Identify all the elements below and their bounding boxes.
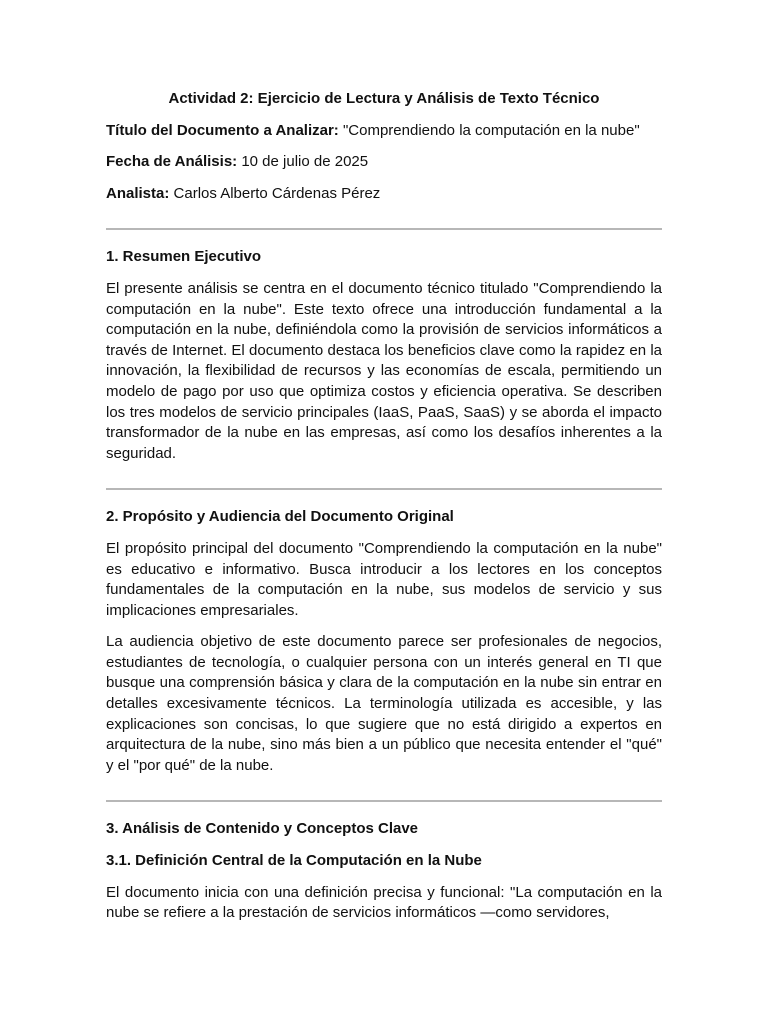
meta-value: "Comprendiendo la computación en la nube" (338, 121, 640, 139)
document-title: Actividad 2: Ejercicio de Lectura y Análisis de Texto Técnico (168, 90, 600, 107)
section-1-paragraph-1: El presente análisis se centra en el documento técnico titulado "Comprendiendo la computación en la nube". Este texto ofrece una introducción fundamental a la computación en la nube, definiéndola como la provisión de servicios informáticos a través de Internet. El documento destaca los beneficios clave como la rapidez en la innovación, la flexibilidad de recursos y las economías de escala, permitiendo un modelo de pago por uso que optimiza costos y eficiencia operativa. Se describen los tres modelos de servicio principales (IaaS, PaaS, SaaS) y se aborda el impacto transformador de la nube en las empresas, así como los desafíos inherentes a la seguridad. (106, 279, 662, 462)
meta-analysis-date (106, 152, 662, 173)
meta-label: Fecha de Análisis: (106, 153, 238, 171)
section-2-paragraph-1: El propósito principal del documento "Comprendiendo la computación en la nube" es educativo e informativo. Busca introducir a los lectores en los conceptos fundamentales de la computación en la nube, sus modelos de servicio y sus implicaciones empresariales. (106, 539, 662, 619)
meta-value: Carlos Alberto Cárdenas Pérez (169, 184, 381, 202)
meta-label: Título del Documento a Analizar: (106, 121, 339, 139)
meta-document-title (106, 121, 662, 142)
section-1-heading: 1. Resumen Ejecutivo (106, 248, 262, 266)
meta-label: Analista: (106, 184, 170, 202)
document-content (106, 89, 662, 935)
section-2-paragraph-2: La audiencia objetivo de este documento parece ser profesionales de negocios, estudiantes de tecnología, o cualquier persona con un interés general en TI que busque una comprensión básica y clara de la computación en la nube sin entrar en detalles excesivamente técnicos. La terminología utilizada es accesible, y las explicaciones son concisas, lo que sugiere que no está dirigido a expertos en arquitectura de la nube, sino más bien a un público que necesita entender el "qué" y el "por qué" de la nube. (106, 633, 662, 774)
section-divider (106, 800, 662, 802)
section-2-heading: 2. Propósito y Audiencia del Documento Original (106, 508, 454, 526)
section-divider (106, 228, 662, 230)
meta-analyst (106, 184, 662, 205)
meta-value: 10 de julio de 2025 (237, 153, 369, 171)
section-3-heading: 3. Análisis de Contenido y Conceptos Clave (106, 820, 419, 838)
section-divider (106, 488, 662, 490)
section-3-1-heading: 3.1. Definición Central de la Computación en la Nube (106, 852, 482, 870)
section-3-1-paragraph-1: El documento inicia con una definición precisa y funcional: "La computación en la nube se refiere a la prestación de servicios informáticos —como servidores, (106, 883, 662, 922)
